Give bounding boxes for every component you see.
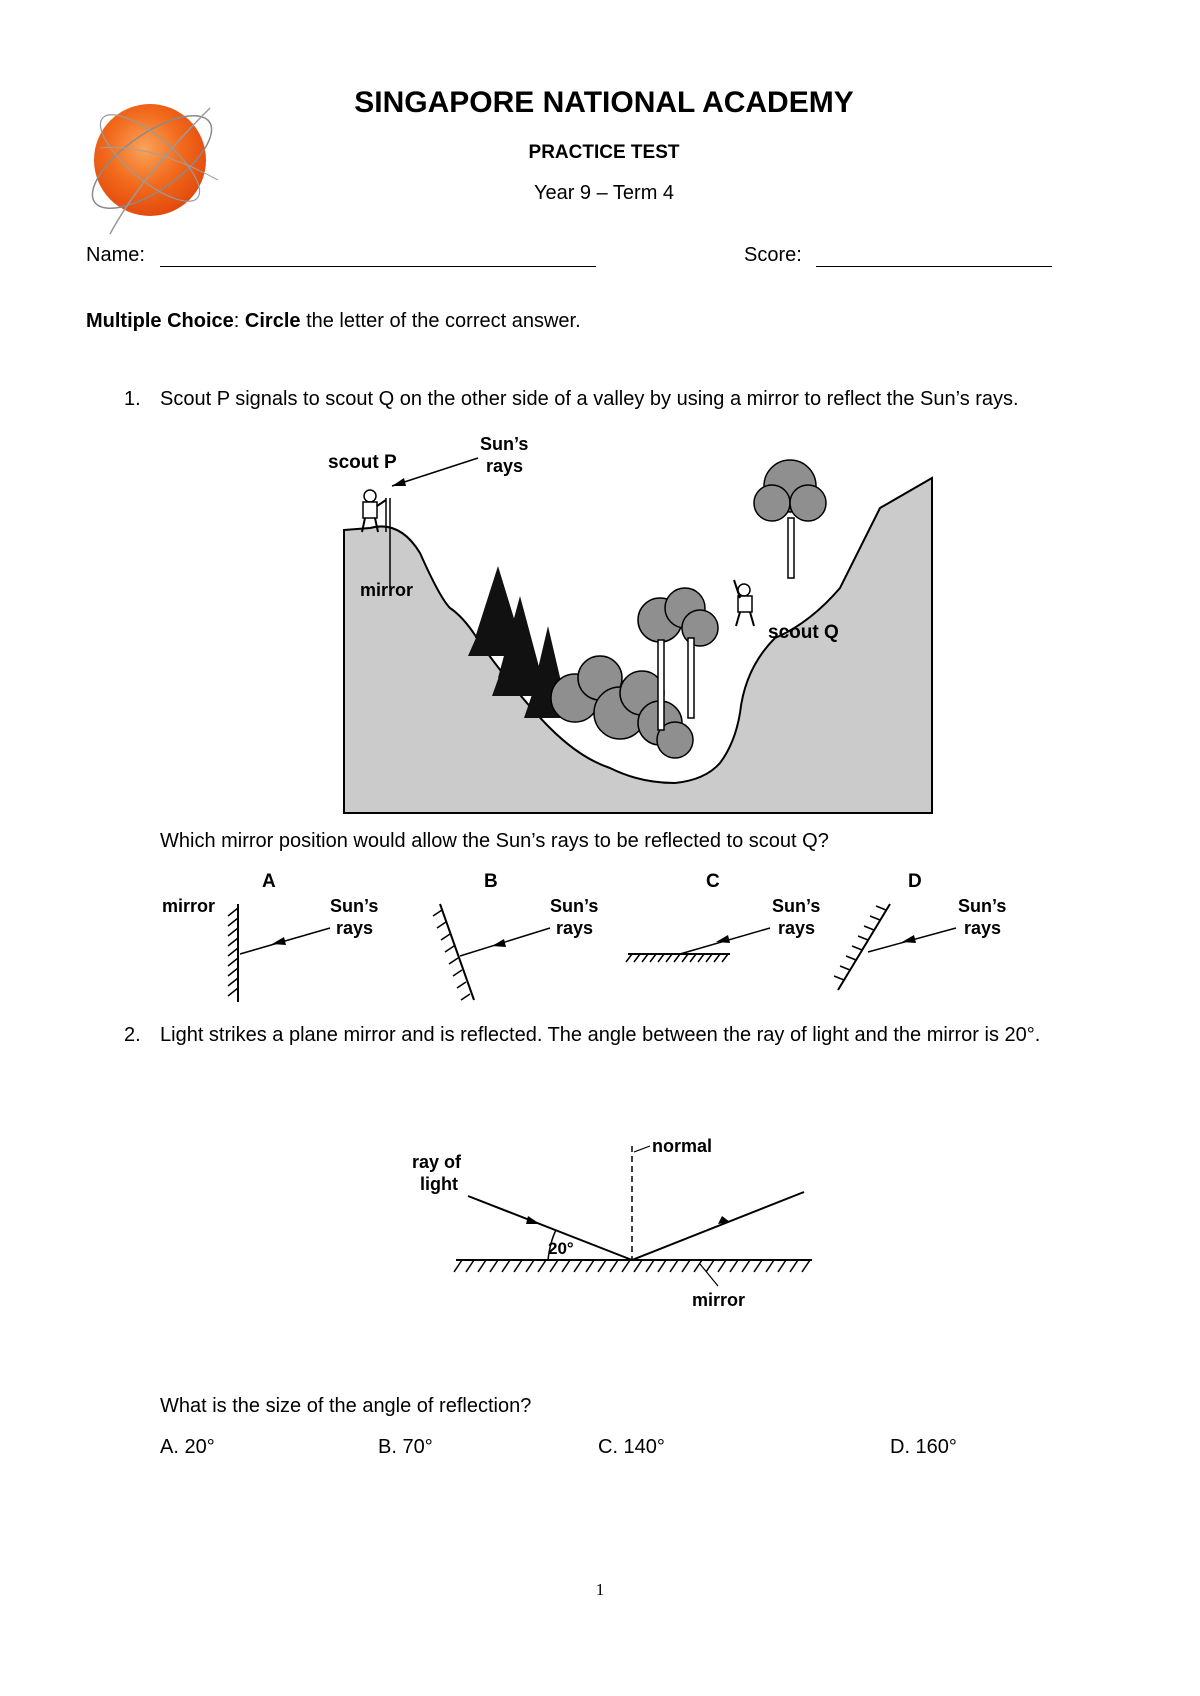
tall-tree [754, 460, 826, 578]
label-angle: 20° [548, 1239, 574, 1258]
option-b-suns: Sun’s [550, 896, 599, 916]
name-label: Name: [86, 244, 145, 266]
question-1-number: 1. [124, 388, 141, 410]
label-mirror-q2: mirror [692, 1290, 746, 1310]
option-b-rays: rays [556, 918, 594, 938]
option-d-rays: rays [964, 918, 1002, 938]
question-2-option-a[interactable]: A. 20° [160, 1436, 215, 1458]
name-field[interactable] [160, 244, 596, 267]
instructions-rest: the letter of the correct answer. [300, 310, 581, 332]
instructions-bold-1: Multiple Choice [86, 310, 234, 332]
question-2-prompt: What is the size of the angle of reflection? [160, 1395, 532, 1417]
scout-q-figure [734, 580, 754, 626]
option-c-diagram[interactable] [626, 871, 820, 962]
label-suns: Sun’s [480, 434, 529, 454]
label-scout-q: scout Q [768, 622, 839, 643]
school-title: SINGAPORE NATIONAL ACADEMY [354, 86, 854, 119]
question-2-option-d[interactable]: D. 160° [890, 1436, 957, 1458]
score-label: Score: [744, 244, 802, 266]
option-c-letter: C [706, 871, 720, 892]
option-a-diagram[interactable] [162, 871, 378, 1002]
reflection-figure [400, 1124, 830, 1320]
option-b-letter: B [484, 871, 498, 892]
question-1-prompt: Which mirror position would allow the Sun’s rays to be reflected to scout Q? [160, 830, 829, 852]
instructions [86, 310, 581, 333]
option-c-rays: rays [778, 918, 816, 938]
option-a-rays: rays [336, 918, 374, 938]
label-ray-of: ray of [412, 1152, 462, 1172]
question-2-number: 2. [124, 1024, 141, 1046]
mirror-options-figure [150, 862, 1050, 1012]
question-2-text: Light strikes a plane mirror and is reflected. The angle between the ray of light and the mirror is 20°. [160, 1024, 1041, 1046]
round-trees-left [551, 656, 693, 758]
option-b-diagram[interactable] [433, 871, 598, 1000]
label-scout-p: scout P [328, 452, 397, 473]
question-2-option-b[interactable]: B. 70° [378, 1436, 433, 1458]
option-d-suns: Sun’s [958, 896, 1007, 916]
question-1-text: Scout P signals to scout Q on the other side of a valley by using a mirror to reflect the Sun’s rays. [160, 388, 1019, 410]
option-c-suns: Sun’s [772, 896, 821, 916]
label-normal: normal [652, 1136, 713, 1156]
instructions-separator: : [233, 310, 245, 332]
label-rays: rays [486, 456, 524, 476]
term-label: Year 9 – Term 4 [533, 182, 675, 204]
question-2-option-c[interactable]: C. 140° [598, 1436, 665, 1458]
option-a-letter: A [262, 871, 276, 892]
label-mirror: mirror [360, 580, 414, 600]
option-d-diagram[interactable] [834, 871, 1006, 990]
option-d-letter: D [908, 871, 922, 892]
option-a-suns: Sun’s [330, 896, 379, 916]
test-title: PRACTICE TEST [528, 142, 680, 163]
round-trees-right [638, 588, 718, 646]
valley-figure [320, 428, 940, 818]
score-field[interactable] [816, 244, 1052, 267]
page-number: 1 [595, 1580, 605, 1599]
instructions-bold-2: Circle [244, 310, 301, 332]
label-light: light [420, 1174, 458, 1194]
option-a-mirror-label: mirror [162, 896, 216, 916]
